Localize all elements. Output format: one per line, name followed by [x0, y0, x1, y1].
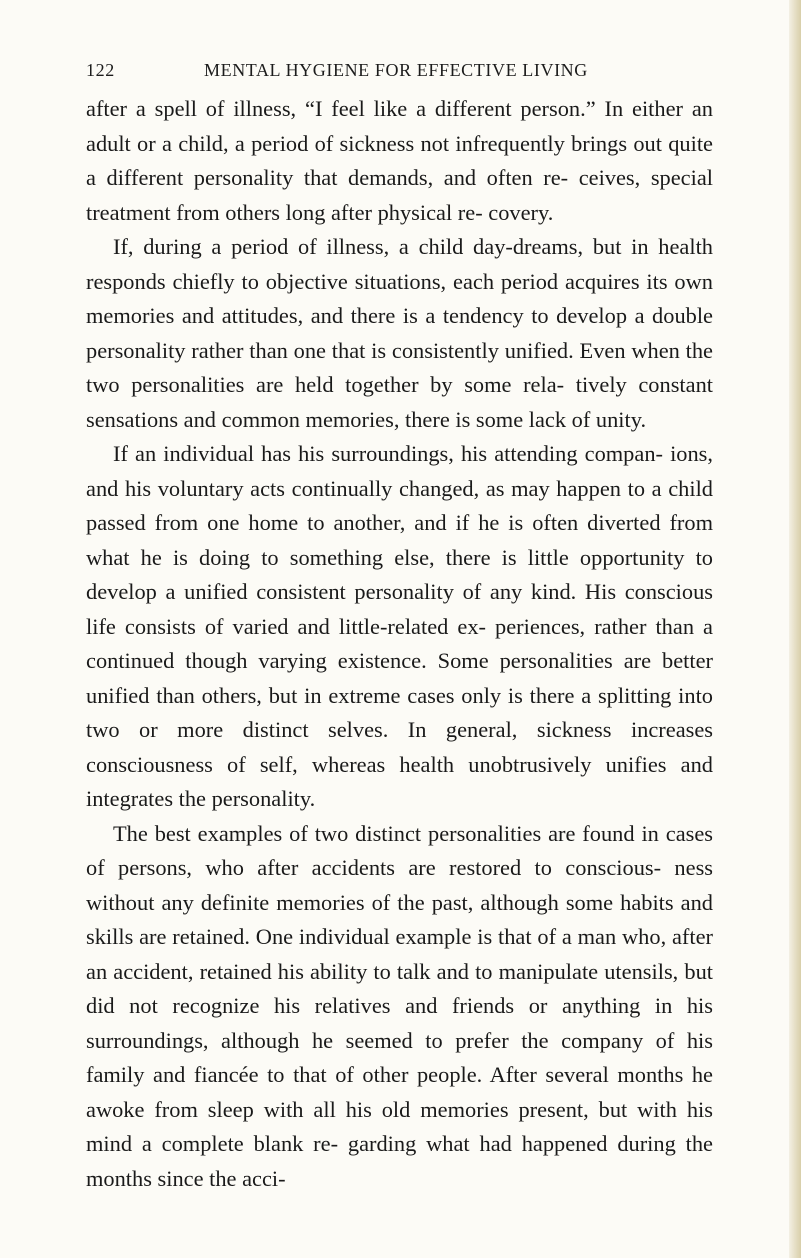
- page-number: 122: [86, 60, 115, 80]
- page-header: [86, 60, 713, 90]
- paragraph-2: If, during a period of illness, a child day-dreams, but in health responds chiefly to objective situations, each period acquires its own memories and attitudes, and there is a tendency to develop a double personality rather than one that is consistently unified. Even when the two personalities are held together by some rela- tively constant sensations and common memories, there is some lack of unity.: [86, 234, 713, 432]
- body-text: [86, 92, 713, 1196]
- paragraph-3: If an individual has his surroundings, his attending compan- ions, and his voluntary acts continually changed, as may happen to a child passed from one home to another, and if he is often diverted from what he is doing to something else, there is little opportunity to develop a unified consistent personality of any kind. His conscious life consists of varied and little-related ex- periences, rather than a continued though varying existence. Some personalities are better unified than others, but in extreme cases only is there a splitting into two or more distinct selves. In general, sickness increases consciousness of self, whereas health unobtrusively unifies and integrates the personality.: [86, 441, 713, 811]
- running-head: MENTAL HYGIENE FOR EFFECTIVE LIVING: [204, 60, 588, 80]
- paragraph-1: after a spell of illness, “I feel like a different person.” In either an adult or a child, a period of sickness not infrequently brings out quite a different personality that demands, and often re- ceives, special treatment from others long after physical re- covery.: [86, 96, 713, 225]
- page-edge: [789, 0, 801, 1258]
- paragraph-4: The best examples of two distinct personalities are found in cases of persons, who after accidents are restored to conscious- ness without any definite memories of the past, although some habits and skills are retained. One individual example is that of a man who, after an accident, retained his ability to talk and to manipulate utensils, but did not recognize his relatives and friends or anything in his surroundings, although he seemed to prefer the company of his family and fiancée to that of other people. After several months he awoke from sleep with all his old memories present, but with his mind a complete blank re- garding what had happened during the months since the acci-: [86, 820, 713, 1191]
